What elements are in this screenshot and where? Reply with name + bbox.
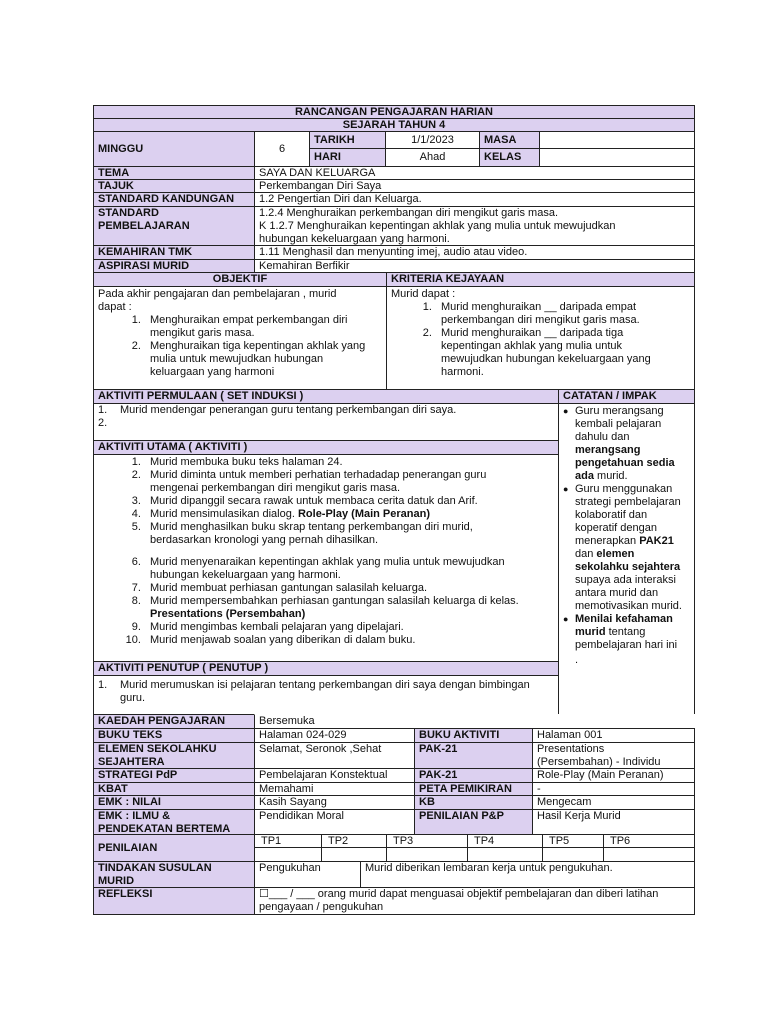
objektif-content xyxy=(93,286,387,390)
emk-ilmu-label xyxy=(93,809,255,835)
tp4-value xyxy=(467,847,543,862)
kelas-label: KELAS xyxy=(479,148,540,167)
buku-teks-value: Halaman 024-029 xyxy=(254,728,415,743)
utama-item-text: Murid mensimulasikan dialog. xyxy=(150,508,295,520)
elemen-value: Selamat, Seronok ,Sehat xyxy=(254,742,415,769)
buku-aktiviti-label: BUKU AKTIVITI xyxy=(414,728,533,743)
penutup-item-number: 1. xyxy=(98,679,108,691)
catatan-list xyxy=(575,405,690,652)
tema-label: TEMA xyxy=(93,166,255,180)
kemahiran-tmk-label: KEMAHIRAN TMK xyxy=(93,245,255,260)
role-play-label: Role-Play (Main Peranan) xyxy=(297,508,431,520)
tindakan-label-line1: TINDAKAN SUSULAN xyxy=(98,862,212,874)
pak21-value-line2: (Persembahan) - Individu xyxy=(537,756,661,768)
emk-nilai-value: Kasih Sayang xyxy=(254,795,415,810)
aspirasi-murid-label: ASPIRASI MURID xyxy=(93,259,255,273)
pak21-label: PAK-21 xyxy=(414,742,533,769)
elemen-label-line2: SEJAHTERA xyxy=(98,756,165,768)
sp-line1: 1.2.4 Menghuraikan perkembangan diri mengikut garis masa. xyxy=(259,207,558,219)
catatan-tail: . xyxy=(575,654,579,666)
tp5-value xyxy=(542,847,604,862)
catatan-bold: merangsang pengetahuan sedia ada xyxy=(575,444,675,482)
tp2-value xyxy=(321,847,387,862)
tp1-value xyxy=(254,847,322,862)
tema-value: SAYA DAN KELUARGA xyxy=(254,166,695,180)
refleksi-value xyxy=(254,887,695,915)
standard-pembelajaran-label-line2: PEMBELAJARAN xyxy=(98,220,190,232)
pak21-value-2: Role-Play (Main Peranan) xyxy=(532,768,695,783)
utama-content xyxy=(93,454,559,662)
utama-item-text: 8. Murid mempersembahkan perhiasan gantungan salasilah keluarga di kelas. xyxy=(150,595,519,607)
presentations-label: Presentations (Persembahan) xyxy=(150,608,306,620)
refleksi-line2: pengayaan / pengukuhan xyxy=(259,901,384,913)
sp-line2: K 1.2.7 Menghuraikan kepentingan akhlak yang mulia untuk mewujudkan xyxy=(259,220,616,232)
sp-line3: hubungan kekeluargaan yang harmoni. xyxy=(259,233,450,245)
standard-pembelajaran-label-line1: STANDARD xyxy=(98,207,159,219)
kbat-value: Memahami xyxy=(254,782,415,796)
tp4-cell: TP4 xyxy=(467,834,543,848)
tajuk-label: TAJUK xyxy=(93,179,255,193)
catatan-content xyxy=(558,403,695,715)
kriteria-item: 1. Murid menghuraikan __ daripada empat perkembangan diri mengikut garis masa. xyxy=(435,301,672,327)
tp3-cell: TP3 xyxy=(386,834,468,848)
tindakan-value-1: Pengukuhan xyxy=(254,861,361,888)
catatan-item xyxy=(575,405,690,483)
catatan-text: tentang pembelajaran hari ini xyxy=(575,626,678,651)
masa-label: MASA xyxy=(479,131,540,149)
catatan-bold: PAK21 xyxy=(639,535,674,547)
minggu-number: 6 xyxy=(278,142,286,155)
tp5-cell: TP5 xyxy=(542,834,604,848)
tp1-cell: TP1 xyxy=(254,834,322,848)
emk-nilai-label: EMK : NILAI xyxy=(93,795,255,810)
permulaan-heading: AKTIVITI PERMULAAN ( SET INDUKSI ) xyxy=(93,389,559,404)
permulaan-item xyxy=(98,404,554,417)
permulaan-item-text: Murid mendengar penerangan guru tentang perkembangan diri saya. xyxy=(120,404,457,416)
tp3-value xyxy=(386,847,468,862)
utama-item: 7. Murid membuat perhiasan gantungan salasilah keluarga. xyxy=(144,582,534,595)
objektif-heading: OBJEKTIF xyxy=(93,272,387,287)
buku-teks-label: BUKU TEKS xyxy=(93,728,255,743)
buku-aktiviti-value: Halaman 001 xyxy=(532,728,695,743)
penilaian-pp-label: PENILAIAN P&P xyxy=(414,809,533,835)
minggu-value xyxy=(254,131,310,167)
catatan-text: Guru merangsang kembali pelajaran dahulu dan xyxy=(575,405,664,443)
hari-label: HARI xyxy=(309,148,386,167)
penilaian-label: PENILAIAN xyxy=(93,834,255,862)
tarikh-label: TARIKH xyxy=(309,131,386,149)
tp6-value xyxy=(603,847,695,862)
objektif-item: 2. Menghuraikan tiga kepentingan akhlak yang mulia untuk mewujudkan hubungan keluargaan yang harmoni xyxy=(144,340,372,379)
kriteria-intro: Murid dapat : xyxy=(391,288,456,300)
emk-ilmu-label-line1: EMK : ILMU & xyxy=(98,810,171,822)
permulaan-content xyxy=(93,403,559,441)
refleksi-line1: ☐___ / ___ orang murid dapat menguasai objektif pembelajaran dan diberi latihan xyxy=(259,888,659,900)
kemahiran-tmk-value: 1.11 Menghasil dan menyunting imej, audio atau video. xyxy=(254,245,695,260)
tp6-cell: TP6 xyxy=(603,834,695,848)
standard-kandungan-value: 1.2 Pengertian Diri dan Keluarga. xyxy=(254,192,695,207)
plan-title: RANCANGAN PENGAJARAN HARIAN xyxy=(93,105,695,119)
tindakan-value-2: Murid diberikan lembaran kerja untuk pengukuhan. xyxy=(360,861,695,888)
utama-item: 1. Murid membuka buku teks halaman 24. xyxy=(144,456,534,469)
objektif-list xyxy=(98,314,382,379)
catatan-heading: CATATAN / IMPAK xyxy=(558,389,695,404)
permulaan-item-number: 2. xyxy=(98,417,108,429)
kaedah-value: Bersemuka xyxy=(254,714,695,729)
standard-pembelajaran-label xyxy=(93,206,255,246)
kelas-value xyxy=(539,148,695,167)
penutup-content xyxy=(93,675,559,715)
utama-item: 10. Murid menjawab soalan yang diberikan di dalam buku. xyxy=(144,634,534,647)
peta-pemikiran-value: - xyxy=(532,782,695,796)
plan-subtitle: SEJARAH TAHUN 4 xyxy=(93,118,695,132)
kaedah-label: KAEDAH PENGAJARAN xyxy=(93,714,255,729)
kb-label: KB xyxy=(414,795,533,810)
elemen-label-line1: ELEMEN SEKOLAHKU xyxy=(98,743,217,755)
tindakan-label-line2: MURID xyxy=(98,875,135,887)
utama-item xyxy=(144,595,534,621)
catatan-text: supaya ada interaksi antara murid dan memotivasikan murid. xyxy=(575,574,682,612)
pak21-value-line1: Presentations xyxy=(537,743,605,755)
utama-item: 2. Murid diminta untuk memberi perhatian terhadadap penerangan guru mengenai perkembangan diri mengikut garis masa. xyxy=(144,469,534,495)
penilaian-pp-value: Hasil Kerja Murid xyxy=(532,809,695,835)
tajuk-value: Perkembangan Diri Saya xyxy=(254,179,695,193)
permulaan-item xyxy=(98,417,554,430)
tarikh-value: 1/1/2023 xyxy=(385,131,480,149)
penutup-item xyxy=(98,679,554,705)
utama-list xyxy=(98,456,554,647)
pak21-label-2: PAK-21 xyxy=(414,768,533,783)
penutup-item-text: Murid merumuskan isi pelajaran tentang perkembangan diri saya dengan bimbingan guru. xyxy=(120,679,530,704)
utama-item: 3. Murid dipanggil secara rawak untuk membaca cerita datuk dan Arif. xyxy=(144,495,534,508)
catatan-text: murid. xyxy=(593,470,628,482)
minggu-label: MINGGU xyxy=(93,131,255,167)
catatan-bold: Menilai kefahaman murid xyxy=(575,613,673,638)
tp2-cell: TP2 xyxy=(321,834,387,848)
kriteria-item: 2. Murid menghuraikan __ daripada tiga kepentingan akhlak yang mulia untuk mewujudkan hubungan kekeluargaan yang harmoni. xyxy=(435,327,672,379)
refleksi-label: REFLEKSI xyxy=(93,887,255,915)
utama-item xyxy=(144,508,534,521)
emk-ilmu-value: Pendidikan Moral xyxy=(254,809,415,835)
aspirasi-murid-value: Kemahiran Berfikir xyxy=(254,259,695,273)
kriteria-content xyxy=(386,286,695,390)
utama-item: 9. Murid mengimbas kembali pelajaran yang dipelajari. xyxy=(144,621,534,634)
catatan-bold: elemen sekolahku sejahtera xyxy=(575,548,681,573)
penutup-heading: AKTIVITI PENUTUP ( PENUTUP ) xyxy=(93,661,559,676)
utama-item: 6. Murid menyenaraikan kepentingan akhlak yang mulia untuk mewujudkan hubungan kekeluargaan yang harmoni. xyxy=(144,556,534,582)
catatan-item xyxy=(575,613,690,652)
elemen-label xyxy=(93,742,255,769)
utama-item: 5. Murid menghasilkan buku skrap tentang perkembangan diri murid, berdasarkan kronologi yang pernah dihasilkan. xyxy=(144,521,534,547)
hari-value: Ahad xyxy=(385,148,480,167)
emk-ilmu-label-line2: PENDEKATAN BERTEMA xyxy=(98,823,231,835)
catatan-item xyxy=(575,483,690,613)
utama-heading: AKTIVITI UTAMA ( AKTIVITI ) xyxy=(93,440,559,455)
peta-pemikiran-label: PETA PEMIKIRAN xyxy=(414,782,533,796)
permulaan-item-number: 1. xyxy=(98,404,108,416)
kb-value: Mengecam xyxy=(532,795,695,810)
kriteria-list xyxy=(391,301,690,379)
masa-value xyxy=(539,131,695,149)
pak21-value xyxy=(532,742,695,769)
standard-pembelajaran-value xyxy=(254,206,695,246)
objektif-intro: Pada akhir pengajaran dan pembelajaran , murid dapat : xyxy=(98,288,337,313)
standard-kandungan-label: STANDARD KANDUNGAN xyxy=(93,192,255,207)
catatan-text: Guru menggunakan strategi pembelajaran kolaboratif dan koperatif dengan menerapkan xyxy=(575,483,681,547)
kriteria-heading: KRITERIA KEJAYAAN xyxy=(386,272,695,287)
tindakan-susulan-label xyxy=(93,861,255,888)
strategi-label: STRATEGI PdP xyxy=(93,768,255,783)
catatan-text: dan xyxy=(575,548,597,560)
strategi-value: Pembelajaran Konstektual xyxy=(254,768,415,783)
kbat-label: KBAT xyxy=(93,782,255,796)
objektif-item: 1. Menghuraikan empat perkembangan diri mengikut garis masa. xyxy=(144,314,372,340)
